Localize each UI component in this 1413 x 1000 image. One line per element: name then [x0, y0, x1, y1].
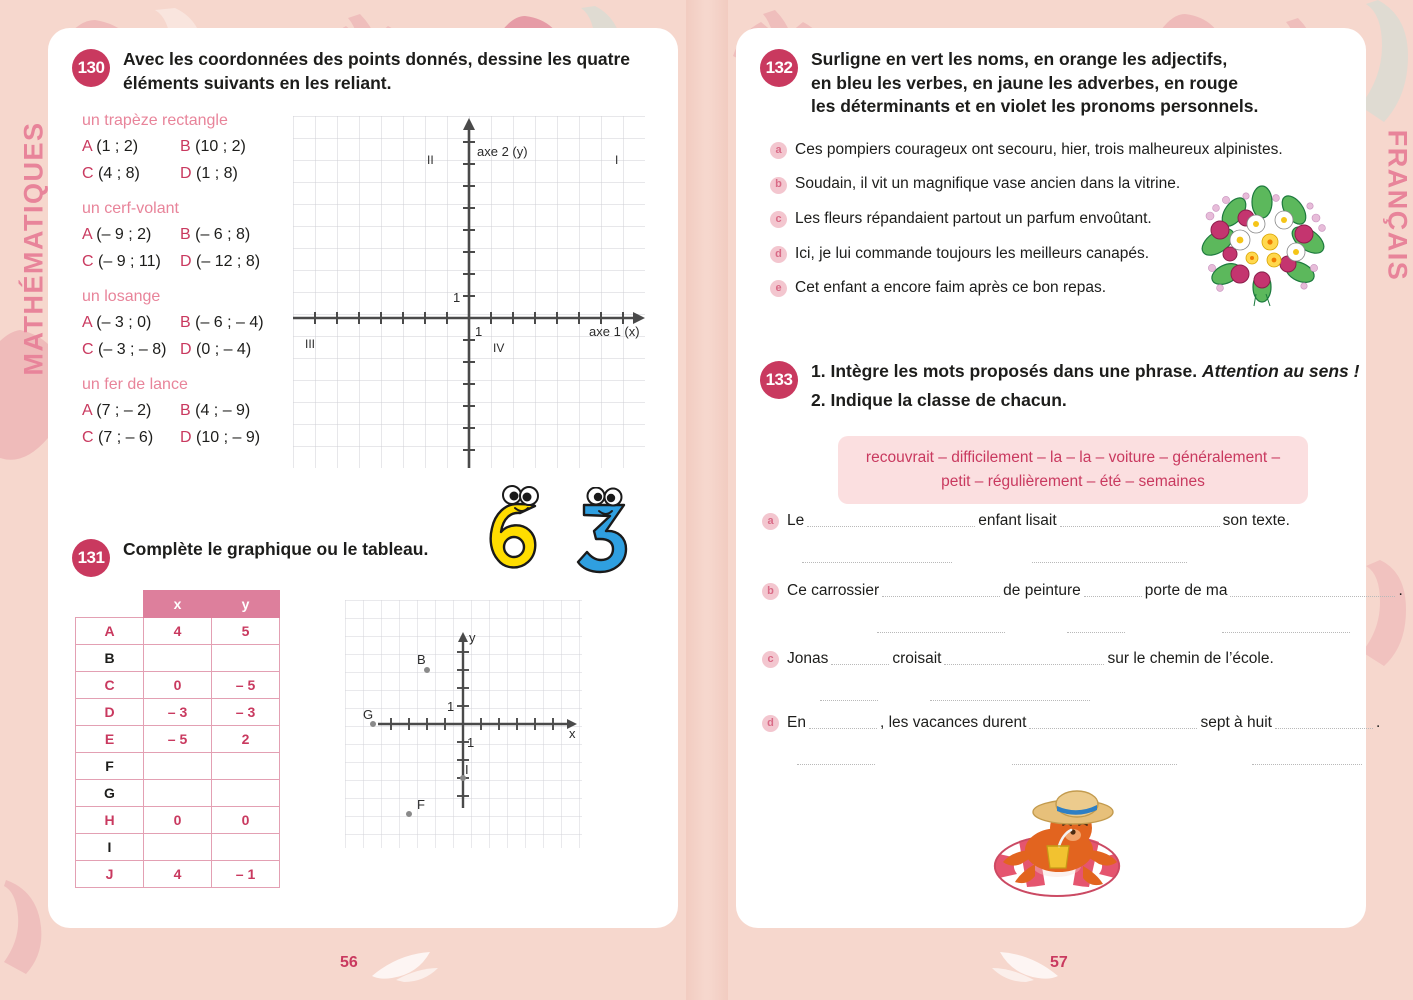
- table-row[interactable]: [76, 699, 280, 726]
- point-coords: (– 12 ; 8): [196, 253, 261, 271]
- cell-x[interactable]: – 5: [144, 726, 212, 753]
- point-coords: (– 9 ; 11): [98, 253, 161, 271]
- item-bullet: a: [770, 142, 787, 159]
- point-coords: (– 3 ; 0): [96, 314, 152, 332]
- blank-field[interactable]: [944, 652, 1104, 665]
- answer-line-row: [762, 677, 1372, 697]
- cell-y[interactable]: [212, 780, 280, 807]
- plotted-point-F: [406, 811, 412, 817]
- point-label: A: [82, 226, 92, 244]
- bouquet-illustration: [1196, 182, 1332, 312]
- grid-131-unit-y: 1: [447, 699, 455, 714]
- bear-on-swim-ring-icon: [985, 788, 1135, 900]
- table-corner-cell: [76, 591, 144, 618]
- bear-illustration: [985, 788, 1135, 905]
- point-cell: [82, 253, 180, 271]
- sentence-part: En: [787, 714, 806, 731]
- answer-blank[interactable]: [820, 689, 878, 701]
- point-coords: (1 ; 2): [96, 138, 139, 156]
- exercise-131-number: 131: [72, 539, 110, 577]
- table-row[interactable]: [76, 618, 280, 645]
- point-cell: [82, 138, 180, 156]
- item-bullet: e: [770, 280, 787, 297]
- point-coords: (10 ; 2): [195, 138, 246, 156]
- table-row[interactable]: [76, 726, 280, 753]
- item-bullet: c: [770, 211, 787, 228]
- point-label: D: [180, 429, 192, 447]
- plotted-point-B: [424, 667, 430, 673]
- coord-row: [82, 314, 312, 332]
- answer-blank[interactable]: [1032, 551, 1187, 563]
- coordinate-grid-130[interactable]: [293, 116, 645, 468]
- coord-row: [82, 429, 312, 447]
- sentence-part: de peinture: [1003, 582, 1081, 599]
- feather-decoration-right: [990, 948, 1060, 982]
- point-label: B: [180, 226, 191, 244]
- sentence-part: porte de ma: [1144, 582, 1228, 599]
- fill-sentence-a: [762, 512, 1362, 573]
- xy-table[interactable]: [75, 590, 280, 888]
- item-bullet: b: [770, 177, 787, 194]
- sentence-part: .: [1375, 714, 1381, 731]
- answer-blank[interactable]: [1067, 621, 1125, 633]
- grid-130-x-axis-label: axe 1 (x): [589, 324, 640, 339]
- exercise-131-title: Complète le graphique ou le tableau.: [123, 539, 429, 559]
- sentence-part: Jonas: [787, 650, 829, 667]
- instruction-1-bold: 1. Intègre les mots proposés dans une phrase.: [811, 361, 1198, 381]
- grid-130-y-axis-label: axe 2 (y): [477, 144, 528, 159]
- grid-130-unit-y: 1: [453, 290, 461, 305]
- item-bullet: a: [762, 513, 779, 530]
- point-cell: [180, 341, 278, 359]
- table-row[interactable]: [76, 672, 280, 699]
- cell-x[interactable]: [144, 780, 212, 807]
- cell-x[interactable]: [144, 753, 212, 780]
- exercise-131: [72, 538, 632, 577]
- point-coords: (7 ; – 6): [98, 429, 154, 447]
- cell-x[interactable]: – 3: [144, 699, 212, 726]
- cell-y[interactable]: [212, 645, 280, 672]
- exercise-130-shape-list: [82, 112, 312, 447]
- shape-name-2: un losange: [82, 288, 161, 306]
- coord-row: [82, 341, 312, 359]
- row-label: I: [76, 834, 144, 861]
- sentence-part: Ce carrossier: [787, 582, 880, 599]
- exercise-133-title: [811, 360, 1359, 412]
- blank-field[interactable]: [1029, 716, 1197, 729]
- blank-field[interactable]: [1230, 584, 1395, 597]
- point-cell: [82, 341, 180, 359]
- point-cell: [180, 165, 278, 183]
- page-number-left: 56: [340, 954, 358, 971]
- cell-y[interactable]: 2: [212, 726, 280, 753]
- grid-svg-131: [345, 600, 582, 848]
- coord-row: [82, 138, 312, 156]
- exercise-132-title: [811, 48, 1258, 119]
- answer-blank[interactable]: [930, 689, 1090, 701]
- list-item[interactable]: [770, 141, 1350, 160]
- shape-name-1: un cerf-volant: [82, 200, 179, 218]
- answer-blank[interactable]: [1252, 753, 1362, 765]
- instruction-1-italic: Attention au sens !: [1201, 361, 1360, 381]
- subject-tab-francais: FRANÇAIS: [1382, 129, 1413, 282]
- point-label: D: [180, 253, 192, 271]
- point-label: C: [82, 253, 94, 271]
- coord-row: [82, 253, 312, 271]
- exercise-131-header: [72, 538, 632, 577]
- cell-y[interactable]: – 5: [212, 672, 280, 699]
- feather-decoration-left: [370, 948, 440, 982]
- sentence-part: Le: [787, 512, 805, 529]
- item-bullet: d: [770, 246, 787, 263]
- word-bank: [838, 436, 1308, 504]
- cell-y[interactable]: – 1: [212, 861, 280, 888]
- row-label: B: [76, 645, 144, 672]
- point-cell: [180, 402, 278, 420]
- point-coords: (1 ; 8): [196, 165, 238, 183]
- blank-field[interactable]: [1084, 584, 1142, 597]
- point-label: A: [82, 138, 92, 156]
- point-coords: (– 3 ; – 8): [98, 341, 167, 359]
- answer-blank[interactable]: [797, 753, 875, 765]
- sentence-part: son texte.: [1222, 512, 1290, 529]
- row-label: E: [76, 726, 144, 753]
- point-cell: [82, 226, 180, 244]
- answer-blank[interactable]: [877, 621, 1005, 633]
- table-row[interactable]: [76, 807, 280, 834]
- subject-tab-mathematiques: MATHÉMATIQUES: [18, 121, 49, 376]
- point-label: A: [82, 402, 92, 420]
- point-label: D: [180, 165, 192, 183]
- exercise-133-instruction-1: [811, 360, 1359, 384]
- row-label: F: [76, 753, 144, 780]
- answer-blank[interactable]: [1012, 753, 1177, 765]
- point-cell: [82, 429, 180, 447]
- exercise-132-title-line3: les déterminants et en violet les pronoms personnels.: [811, 96, 1259, 117]
- cell-x[interactable]: 4: [144, 861, 212, 888]
- point-label: A: [82, 314, 92, 332]
- sentence-line[interactable]: [762, 582, 1403, 600]
- point-cell: [180, 314, 278, 332]
- answer-blank[interactable]: [802, 551, 952, 563]
- row-label: H: [76, 807, 144, 834]
- table-row[interactable]: [76, 753, 280, 780]
- fill-sentence-c: [762, 650, 1372, 711]
- grid-131-x-axis-label: x: [569, 726, 576, 741]
- table-header-row: [76, 591, 280, 618]
- cell-y[interactable]: [212, 753, 280, 780]
- shape-name-3: un fer de lance: [82, 376, 188, 394]
- row-label: D: [76, 699, 144, 726]
- plotted-point-label-F: F: [417, 797, 425, 812]
- point-coords: (0 ; – 4): [196, 341, 252, 359]
- grid-130-quadrant-IV: IV: [493, 341, 505, 355]
- column-header-x: x: [144, 591, 212, 618]
- page-number-right: 57: [1050, 954, 1068, 971]
- item-text: Soudain, il vit un magnifique vase ancien dans la vitrine.: [795, 175, 1181, 193]
- exercise-133-header: [760, 360, 1360, 412]
- grid-130-quadrant-II: II: [427, 153, 434, 167]
- fill-sentence-d: [762, 714, 1382, 775]
- exercise-132-title-line1: Surligne en vert les noms, en orange les adjectifs,: [811, 49, 1228, 69]
- point-label: C: [82, 165, 94, 183]
- word-bank-line-2: petit – régulièrement – été – semaines: [941, 473, 1205, 491]
- grid-svg-130: [293, 116, 645, 468]
- sentence-part: , les vacances durent: [879, 714, 1027, 731]
- sentence-line[interactable]: [762, 650, 1372, 668]
- answer-line-row: [762, 741, 1382, 761]
- blank-field[interactable]: [831, 652, 889, 665]
- point-label: B: [180, 138, 191, 156]
- cell-y[interactable]: – 3: [212, 699, 280, 726]
- exercise-132-title-line2: en bleu les verbes, en jaune les adverbes, en rouge: [811, 72, 1238, 93]
- item-text: Ici, je lui commande toujours les meilleurs canapés.: [795, 244, 1150, 262]
- sentence-part: sur le chemin de l’école.: [1107, 650, 1274, 667]
- point-label: C: [82, 429, 94, 447]
- exercise-130-header: [72, 48, 662, 95]
- coord-row: [82, 165, 312, 183]
- sentence-part: croisait: [892, 650, 942, 667]
- point-cell: [180, 429, 278, 447]
- point-coords: (– 9 ; 2): [96, 226, 152, 244]
- table-row[interactable]: [76, 780, 280, 807]
- point-coords: (7 ; – 2): [96, 402, 152, 420]
- point-cell: [82, 314, 180, 332]
- grid-130-quadrant-I: I: [615, 153, 619, 167]
- cell-y[interactable]: [212, 834, 280, 861]
- sentence-part: .: [1398, 582, 1403, 599]
- point-coords: (– 6 ; 8): [195, 226, 251, 244]
- grid-131-unit-x: 1: [467, 735, 475, 750]
- grid-131-y-axis-label: y: [469, 630, 476, 645]
- exercise-133-number: 133: [760, 361, 798, 399]
- item-text: Ces pompiers courageux ont secouru, hier, trois malheureux alpinistes.: [795, 140, 1283, 158]
- plotted-point-label-B: B: [417, 652, 426, 667]
- sentence-line[interactable]: [762, 512, 1362, 530]
- item-bullet: c: [762, 651, 779, 668]
- plotted-point-label-G: G: [363, 707, 374, 722]
- cell-x[interactable]: [144, 834, 212, 861]
- point-cell: [180, 253, 278, 271]
- point-coords: (– 6 ; – 4): [195, 314, 264, 332]
- point-cell: [82, 402, 180, 420]
- point-label: B: [180, 402, 191, 420]
- cell-x[interactable]: 4: [144, 618, 212, 645]
- answer-blank[interactable]: [1222, 621, 1350, 633]
- cell-x[interactable]: 0: [144, 807, 212, 834]
- coordinate-grid-131[interactable]: [345, 600, 582, 848]
- point-label: B: [180, 314, 191, 332]
- sentence-line[interactable]: [762, 714, 1382, 732]
- coord-row: [82, 226, 312, 244]
- exercise-130-title-line2: éléments suivants en les reliant.: [123, 72, 392, 93]
- blank-field[interactable]: [1275, 716, 1373, 729]
- point-cell: [180, 138, 278, 156]
- cell-x[interactable]: [144, 645, 212, 672]
- exercise-133-instruction-2: 2. Indique la classe de chacun.: [811, 389, 1067, 410]
- table-row[interactable]: [76, 834, 280, 861]
- item-bullet: b: [762, 583, 779, 600]
- table-row[interactable]: [76, 645, 280, 672]
- word-bank-line-1: recouvrait – difficilement – la – la – voiture – généralement –: [865, 449, 1281, 466]
- blank-field[interactable]: [882, 584, 1000, 597]
- exercise-132-header: [760, 48, 1350, 119]
- item-text: Cet enfant a encore faim après ce bon repas.: [795, 279, 1107, 297]
- sentence-part: sept à huit: [1200, 714, 1272, 731]
- row-label: C: [76, 672, 144, 699]
- plotted-point-label-I: I: [465, 762, 469, 777]
- point-label: C: [82, 341, 94, 359]
- exercise-130-title: [123, 48, 630, 95]
- cell-y[interactable]: 5: [212, 618, 280, 645]
- exercise-133: [760, 360, 1360, 412]
- column-header-y: y: [212, 591, 280, 618]
- answer-line-row: [762, 539, 1362, 559]
- point-coords: (4 ; – 9): [195, 402, 251, 420]
- point-label: D: [180, 341, 192, 359]
- coord-row: [82, 402, 312, 420]
- item-text: Les fleurs répandaient partout un parfum envoûtant.: [795, 210, 1152, 228]
- exercise-130-title-line1: Avec les coordonnées des points donnés, dessine les quatre: [123, 49, 631, 69]
- row-label: A: [76, 618, 144, 645]
- blank-field[interactable]: [807, 514, 975, 527]
- cell-x[interactable]: 0: [144, 672, 212, 699]
- exercise-130-number: 130: [72, 49, 110, 87]
- shape-name-0: un trapèze rectangle: [82, 112, 228, 130]
- bouquet-icon: [1196, 182, 1332, 307]
- row-label: G: [76, 780, 144, 807]
- blank-field[interactable]: [1060, 514, 1220, 527]
- item-bullet: d: [762, 715, 779, 732]
- point-coords: (10 ; – 9): [196, 429, 261, 447]
- exercise-132-number: 132: [760, 49, 798, 87]
- grid-130-quadrant-III: III: [305, 337, 316, 351]
- table-row[interactable]: [76, 861, 280, 888]
- sentence-part: enfant lisait: [978, 512, 1057, 529]
- point-cell: [82, 165, 180, 183]
- row-label: J: [76, 861, 144, 888]
- point-coords: (4 ; 8): [98, 165, 140, 183]
- book-gutter: [686, 0, 728, 1000]
- point-cell: [180, 226, 278, 244]
- cell-y[interactable]: 0: [212, 807, 280, 834]
- blank-field[interactable]: [809, 716, 877, 729]
- fill-sentence-b: [762, 582, 1403, 643]
- answer-line-row: [762, 609, 1372, 629]
- grid-130-unit-x: 1: [475, 324, 483, 339]
